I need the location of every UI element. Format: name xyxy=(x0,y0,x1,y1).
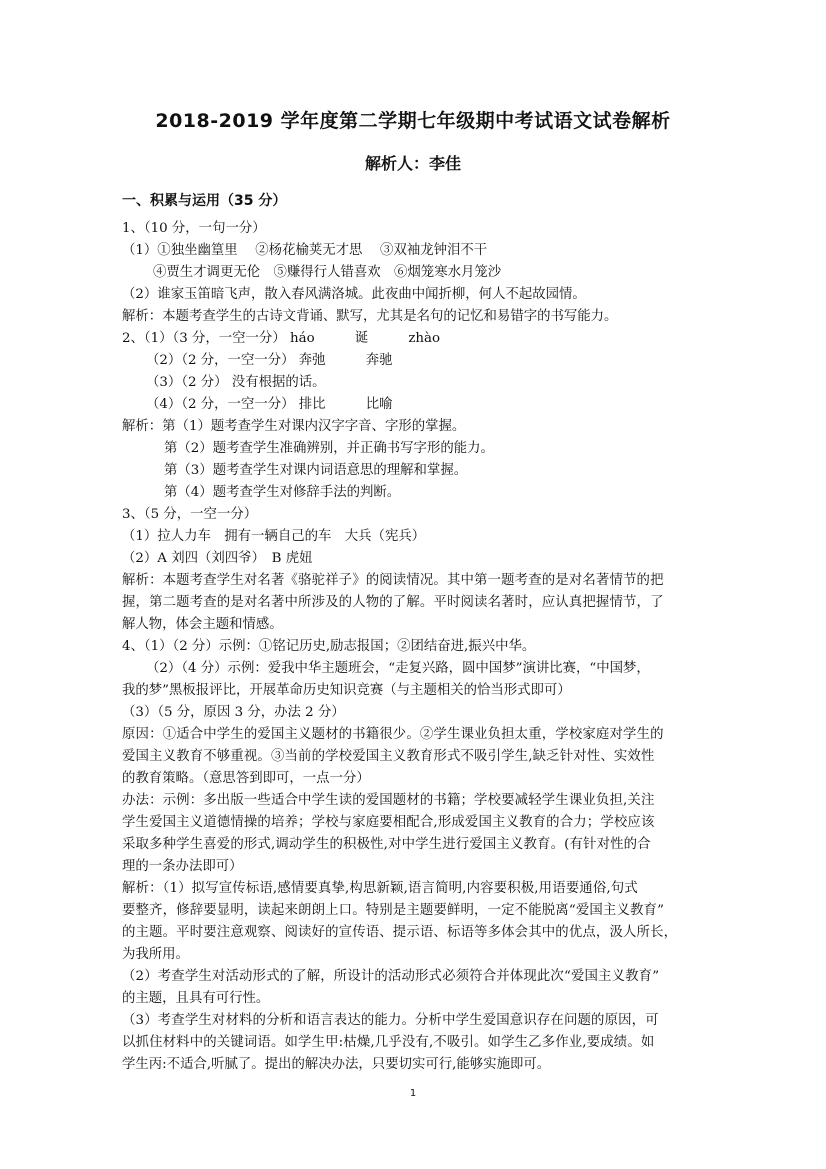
text-line: 1、（10 分，一句一分） xyxy=(122,221,266,236)
text-line: 解析：第（1）题考查学生对课内汉字字音、字形的掌握。 xyxy=(122,419,466,434)
text-line: ④贾生才调更无伦 ⑤赚得行人错喜欢 ⑥烟笼寒水月笼沙 xyxy=(153,265,502,280)
text-line: （2）（4 分）示例：爱我中华主题班会，“走复兴路，圆中国梦”演讲比赛，“中国梦， xyxy=(146,661,650,676)
page-number: 1 xyxy=(409,1088,417,1099)
text-line: 办法：示例：多出版一些适合中学生读的爱国题材的书籍；学校要减轻学生课业负担,关注 xyxy=(122,793,655,808)
page-title: 2018-2019 学年度第二学期七年级期中考试语文试卷解析 xyxy=(155,110,671,132)
text-line: 我的梦”黑板报评比，开展革命历史知识竞赛（与主题相关的恰当形式即可） xyxy=(122,683,571,698)
text-line: （1）①独坐幽篁里 ②杨花榆荚无才思 ③双袖龙钟泪不干 xyxy=(122,243,488,258)
text-line: 的主题。平时要注意观察、阅读好的宣传语、提示语、标语等多体会其中的优点，汲人所长， xyxy=(122,925,678,940)
text-line: 4、（1）（2 分）示例：①铭记历史,励志报国；②团结奋进,振兴中华。 xyxy=(122,639,536,654)
text-line: （2）考查学生对活动形式的了解，所设计的活动形式必须符合并体现此次“爱国主义教育” xyxy=(122,969,660,984)
text-line: 理的一条办法即可） xyxy=(122,859,243,874)
text-line: 要整齐，修辞要显明，读起来朗朗上口。特别是主题要鲜明，一定不能脱离“爱国主义教育” xyxy=(122,903,665,918)
text-line: 的教育策略。（意思答到即可，一点一分） xyxy=(122,771,370,786)
text-line: 第（4）题考查学生对修辞手法的判断。 xyxy=(164,485,401,500)
text-line: 解析：本题考查学生的古诗文背诵、默写，尤其是名句的记忆和易错字的书写能力。 xyxy=(122,309,618,324)
text-line: 第（3）题考查学生对课内词语意思的理解和掌握。 xyxy=(164,463,468,478)
text-line: 2、（1）（3 分，一空一分） háo 诞 zhào xyxy=(122,331,441,346)
text-line: （2）A 刘四（刘四爷） B 虎妞 xyxy=(122,551,313,566)
text-line: 为我所用。 xyxy=(122,947,189,962)
text-line: 解人物，体会主题和情感。 xyxy=(122,617,283,632)
text-line: 3、（5 分，一空一分） xyxy=(122,507,258,522)
text-line: （4）（2 分，一空一分） 排比 比喻 xyxy=(146,397,393,412)
text-line: （2）谁家玉笛暗飞声，散入春风满洛城。此夜曲中闻折柳，何人不起故园情。 xyxy=(122,287,586,302)
text-line: （3）（2 分） 没有根据的话。 xyxy=(146,375,326,390)
text-line: （3）考查学生对材料的分析和语言表达的能力。分析中学生爱国意识存在问题的原因，可 xyxy=(122,1013,659,1028)
section-heading: 一、积累与运用（35 分） xyxy=(122,193,287,209)
text-line: 学生爱国主义道德情操的培养；学校与家庭要相配合,形成爱国主义教育的合力；学校应该 xyxy=(122,815,655,830)
text-line: 解析：本题考查学生对名著《骆驼祥子》的阅读情况。其中第一题考查的是对名著情节的把 xyxy=(122,573,664,588)
author-line: 解析人：李佳 xyxy=(364,154,461,173)
text-line: 解析：（1）拟写宣传标语,感情要真挚,构思新颖,语言简明,内容要积极,用语要通俗,句式 xyxy=(122,881,638,896)
text-line: 的主题，且具有可行性。 xyxy=(122,991,270,1006)
text-line: 爱国主义教育不够重视。③当前的学校爱国主义教育形式不吸引学生,缺乏针对性、实效性 xyxy=(122,749,655,764)
text-line: 以抓住材料中的关键词语。如学生甲:枯燥,几乎没有,不吸引。如学生乙多作业,要成绩。如 xyxy=(122,1035,655,1050)
text-line: 采取多种学生喜爱的形式,调动学生的积极性,对中学生进行爱国主义教育。(有针对性的合 xyxy=(122,837,651,852)
text-line: 学生丙:不适合,听腻了。提出的解决办法，只要切实可行,能够实施即可。 xyxy=(122,1057,551,1072)
text-line: （2）（2 分，一空一分） 奔弛 奔驰 xyxy=(146,353,393,368)
text-line: 握，第二题考查的是对名著中所涉及的人物的了解。平时阅读名著时，应认真把握情节，了 xyxy=(122,595,664,610)
text-line: 第（2）题考查学生准确辨别，并正确书写字形的能力。 xyxy=(164,441,494,456)
text-line: （3）（5 分，原因 3 分，办法 2 分） xyxy=(122,705,345,720)
text-line: 原因：①适合中学生的爱国主义题材的书籍很少。②学生课业负担太重，学校家庭对学生的 xyxy=(122,727,664,742)
text-line: （1）拉人力车 拥有一辆自己的车 大兵（宪兵） xyxy=(122,529,426,544)
